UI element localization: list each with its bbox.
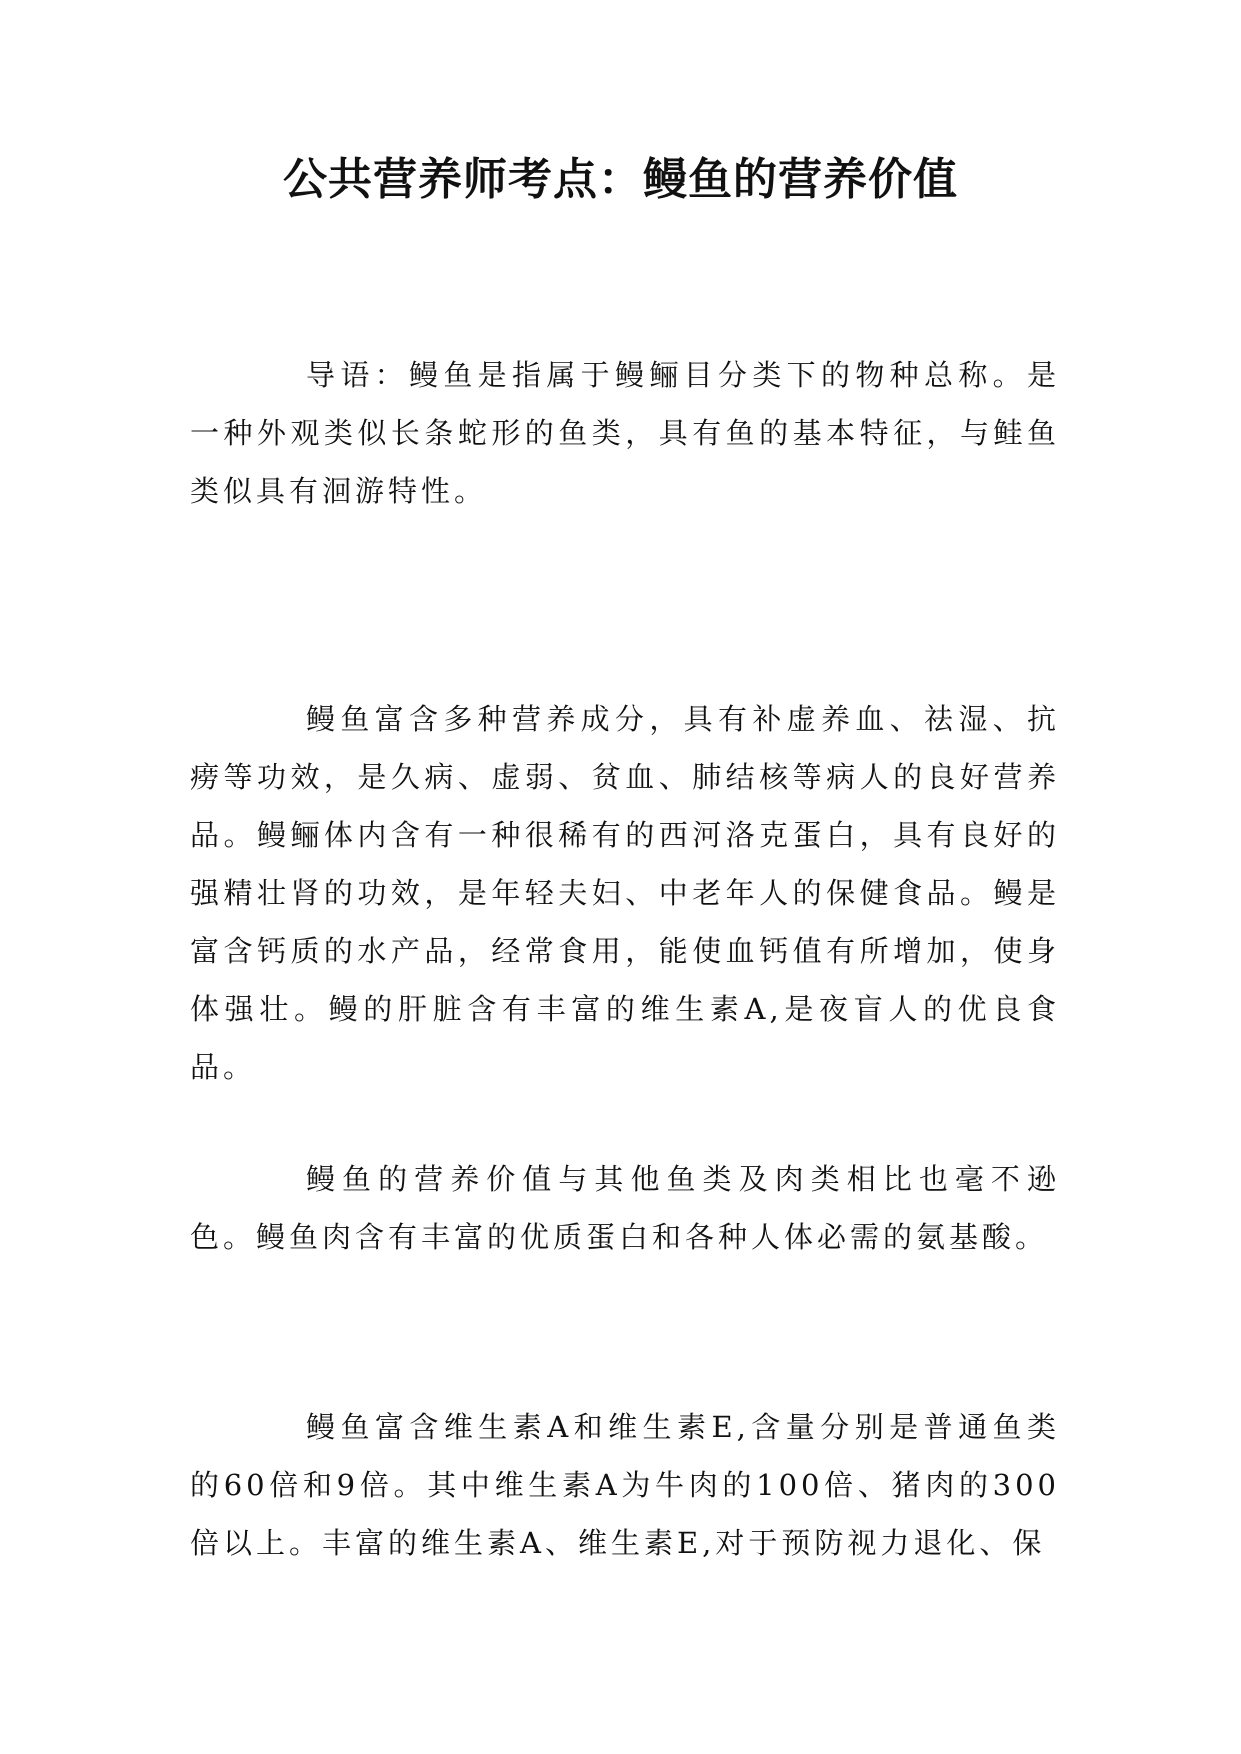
paragraph-nutrition-benefits: 鳗鱼富含多种营养成分，具有补虚养血、祛湿、抗痨等功效，是久病、虚弱、贫血、肺结核等病人的良好营养品。鳗鲡体内含有一种很稀有的西河洛克蛋白，具有良好的强精壮肾的功效，是年轻夫妇、中老年人的保健食品。鳗是富含钙质的水产品，经常食用，能使血钙值有所增加，使身体强壮。鳗的肝脏含有丰富的维生素A,是夜盲人的优良食品。 xyxy=(190,702,1060,1084)
paragraph-vitamins: 鳗鱼富含维生素A和维生素E,含量分别是普通鱼类的60倍和9倍。其中维生素A为牛肉的100倍、猪肉的300倍以上。丰富的维生素A、维生素E,对于预防视力退化、保 xyxy=(190,1410,1060,1560)
paragraph-intro: 导语：鳗鱼是指属于鳗鲡目分类下的物种总称。是一种外观类似长条蛇形的鱼类，具有鱼的基本特征，与鲑鱼类似具有洄游特性。 xyxy=(190,358,1060,508)
paragraph-nutrition-value: 鳗鱼的营养价值与其他鱼类及肉类相比也毫不逊色。鳗鱼肉含有丰富的优质蛋白和各种人体必需的氨基酸。 xyxy=(190,1162,1060,1254)
page-title: 公共营养师考点：鳗鱼的营养价值 xyxy=(283,154,958,205)
